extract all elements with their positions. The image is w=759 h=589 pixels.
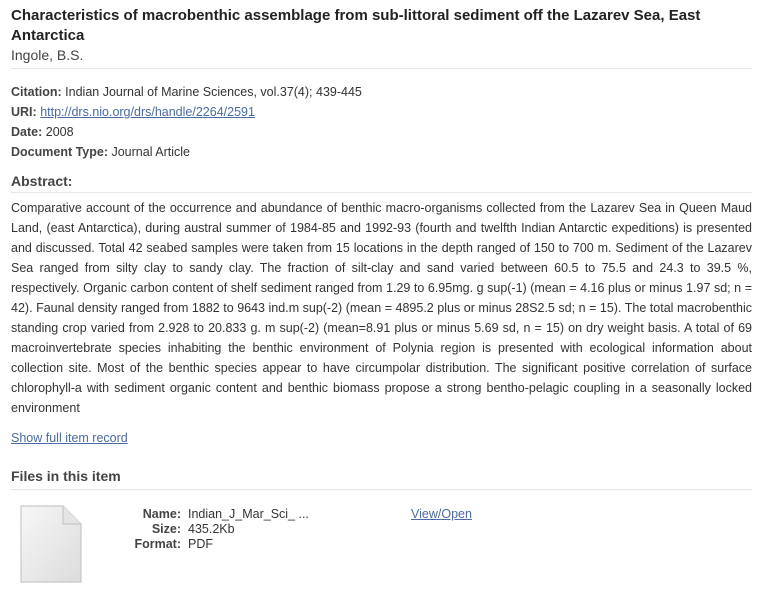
view-open-link[interactable]: View/Open [411, 507, 472, 521]
file-format-label: Format: [134, 537, 181, 551]
file-name-value: Indian_J_Mar_Sci_ ... [188, 507, 309, 521]
citation-label: Citation: [11, 85, 62, 99]
document-type-row [11, 142, 752, 162]
date-row [11, 122, 752, 142]
file-size-value: 435.2Kb [188, 522, 235, 536]
citation-value: Indian Journal of Marine Sciences, vol.37(4); 439-445 [65, 85, 362, 99]
uri-link[interactable]: http://drs.nio.org/drs/handle/2264/2591 [40, 105, 255, 119]
generic-file-icon[interactable] [19, 504, 83, 584]
files-divider [11, 489, 752, 490]
citation-row [11, 82, 752, 102]
item-view [11, 0, 752, 588]
file-name-row [121, 507, 309, 522]
item-author: Ingole, B.S. [11, 47, 84, 63]
file-metadata [121, 507, 309, 552]
files-heading: Files in this item [11, 468, 121, 484]
file-size-label: Size: [151, 522, 181, 536]
title-divider [11, 68, 752, 69]
show-full-record-link[interactable]: Show full item record [11, 431, 128, 445]
date-label: Date: [11, 125, 43, 139]
uri-row [11, 102, 752, 122]
abstract-divider [11, 192, 752, 193]
file-format-value: PDF [188, 537, 213, 551]
abstract-text: Comparative account of the occurrence and abundance of benthic macro-organisms collected from the Lazarev Sea in Queen Maud Land, (east Antarctica), during austral summer of 1984-85 and 1992-93 (fourth and twelfth Indian Antarctic expeditions) is presented and discussed. Total 42 seabed samples were taken from 15 locations in the depth ranged of 150 to 700 m. Sediment of the Lazarev Sea ranged from silty clay to sandy clay. The fraction of silt-clay and sand varied between 60.5 to 75.5 and 24.3 to 39.5 %, respectively. Organic carbon content of shelf sediment ranged from 1.29 to 6.95mg. g sup(-1) (mean = 4.16 plus or minus 1.97 sd; n = 42). Faunal density ranged from 1882 to 9643 ind.m sup(-2) (mean = 4895.2 plus or minus 28S2.5 sd; n = 15). The total macrobenthic standing crop varied from 2.928 to 20.833 g. m sup(-2) (mean=8.91 plus or minus 5.69 sd, n = 15) on dry weight basis. A total of 69 macroinvertebrate species inhabiting the benthic environment of Polynia region is presented with ecological information about collection site. Most of the benthic species appear to have circumpolar distribution. The significant positive correlation of surface chlorophyll-a with sediment organic content and benthic biomass propose a strong bentho-pelagic coupling in a seasonally locked environment [11, 201, 752, 415]
file-name-label: Name: [142, 507, 181, 521]
document-type-label: Document Type: [11, 145, 108, 159]
date-value: 2008 [45, 125, 74, 139]
file-row [11, 498, 752, 588]
document-type-value: Journal Article [111, 145, 190, 159]
file-format-row [121, 537, 309, 552]
uri-label: URI: [11, 105, 37, 119]
file-size-row [121, 522, 309, 537]
abstract-heading: Abstract: [11, 173, 73, 189]
metadata-list [11, 82, 752, 162]
item-title: Characteristics of macrobenthic assemblage from sub-littoral sediment off the Lazarev Sea, East Antarctica [11, 7, 701, 44]
